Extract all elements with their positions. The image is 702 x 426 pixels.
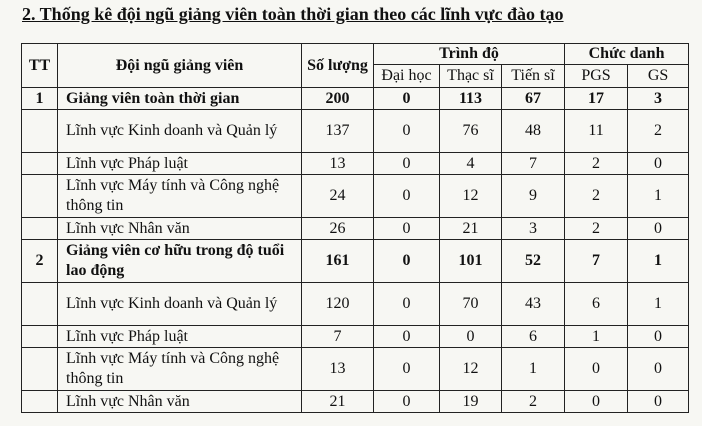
table-row xyxy=(22,175,689,218)
header-so-luong: Số lượng xyxy=(302,44,374,88)
cell-tt xyxy=(22,348,58,391)
header-chuc-danh: Chức danh xyxy=(565,44,689,65)
cell-gs: 1 xyxy=(628,240,689,283)
cell-gs: 0 xyxy=(628,348,689,391)
header-trinh-do: Trình độ xyxy=(374,44,565,65)
cell-dai-hoc: 0 xyxy=(374,240,440,283)
header-pgs: PGS xyxy=(565,65,628,88)
cell-thac-si: 0 xyxy=(440,326,502,348)
header-dai-hoc: Đại học xyxy=(374,65,440,88)
header-thac-si: Thạc sĩ xyxy=(440,65,502,88)
cell-name: Giảng viên cơ hữu trong độ tuổi lao động xyxy=(58,240,302,283)
cell-so-luong: 200 xyxy=(302,88,374,110)
cell-dai-hoc: 0 xyxy=(374,153,440,175)
cell-thac-si: 4 xyxy=(440,153,502,175)
header-gs: GS xyxy=(628,65,689,88)
cell-pgs: 2 xyxy=(565,153,628,175)
cell-tt: 2 xyxy=(22,240,58,283)
cell-name: Lĩnh vực Pháp luật xyxy=(58,326,302,348)
cell-tt xyxy=(22,326,58,348)
cell-dai-hoc: 0 xyxy=(374,175,440,218)
header-tien-si: Tiến sĩ xyxy=(502,65,565,88)
cell-tien-si: 48 xyxy=(502,110,565,153)
cell-name: Giảng viên toàn thời gian xyxy=(58,88,302,110)
cell-pgs: 6 xyxy=(565,283,628,326)
cell-pgs: 7 xyxy=(565,240,628,283)
cell-pgs: 11 xyxy=(565,110,628,153)
cell-thac-si: 70 xyxy=(440,283,502,326)
cell-so-luong: 24 xyxy=(302,175,374,218)
cell-tien-si: 52 xyxy=(502,240,565,283)
cell-dai-hoc: 0 xyxy=(374,218,440,240)
cell-tien-si: 1 xyxy=(502,348,565,391)
faculty-statistics-table xyxy=(21,43,689,413)
table-row xyxy=(22,110,689,153)
cell-gs: 0 xyxy=(628,326,689,348)
cell-tien-si: 67 xyxy=(502,88,565,110)
cell-pgs: 0 xyxy=(565,391,628,413)
table-row xyxy=(22,218,689,240)
cell-gs: 0 xyxy=(628,153,689,175)
header-doi-ngu: Đội ngũ giảng viên xyxy=(58,44,302,88)
cell-pgs: 0 xyxy=(565,348,628,391)
cell-name: Lĩnh vực Pháp luật xyxy=(58,153,302,175)
cell-name: Lĩnh vực Kinh doanh và Quản lý xyxy=(58,110,302,153)
cell-tt: 1 xyxy=(22,88,58,110)
cell-thac-si: 12 xyxy=(440,175,502,218)
cell-dai-hoc: 0 xyxy=(374,348,440,391)
cell-so-luong: 120 xyxy=(302,283,374,326)
cell-pgs: 17 xyxy=(565,88,628,110)
cell-gs: 0 xyxy=(628,218,689,240)
cell-gs: 0 xyxy=(628,391,689,413)
cell-name: Lĩnh vực Máy tính và Công nghệ thông tin xyxy=(58,348,302,391)
cell-gs: 3 xyxy=(628,88,689,110)
cell-gs: 1 xyxy=(628,283,689,326)
cell-so-luong: 13 xyxy=(302,348,374,391)
cell-name: Lĩnh vực Nhân văn xyxy=(58,218,302,240)
cell-tt xyxy=(22,110,58,153)
cell-dai-hoc: 0 xyxy=(374,391,440,413)
cell-dai-hoc: 0 xyxy=(374,110,440,153)
cell-tt xyxy=(22,153,58,175)
cell-thac-si: 113 xyxy=(440,88,502,110)
cell-tien-si: 9 xyxy=(502,175,565,218)
table-row xyxy=(22,391,689,413)
cell-tien-si: 7 xyxy=(502,153,565,175)
cell-tien-si: 2 xyxy=(502,391,565,413)
cell-pgs: 2 xyxy=(565,218,628,240)
cell-tien-si: 43 xyxy=(502,283,565,326)
cell-so-luong: 161 xyxy=(302,240,374,283)
cell-tien-si: 3 xyxy=(502,218,565,240)
table-row xyxy=(22,283,689,326)
table-row-group-2 xyxy=(22,240,689,283)
cell-dai-hoc: 0 xyxy=(374,283,440,326)
header-row-top xyxy=(22,44,689,65)
cell-thac-si: 76 xyxy=(440,110,502,153)
cell-pgs: 2 xyxy=(565,175,628,218)
cell-gs: 1 xyxy=(628,175,689,218)
cell-so-luong: 26 xyxy=(302,218,374,240)
table-row xyxy=(22,153,689,175)
cell-thac-si: 21 xyxy=(440,218,502,240)
cell-tt xyxy=(22,218,58,240)
cell-thac-si: 12 xyxy=(440,348,502,391)
cell-so-luong: 13 xyxy=(302,153,374,175)
cell-name: Lĩnh vực Nhân văn xyxy=(58,391,302,413)
table-row xyxy=(22,326,689,348)
cell-thac-si: 19 xyxy=(440,391,502,413)
cell-tt xyxy=(22,175,58,218)
cell-thac-si: 101 xyxy=(440,240,502,283)
section-title: 2. Thống kê đội ngũ giảng viên toàn thời gian theo các lĩnh vực đào tạo xyxy=(22,4,564,24)
cell-so-luong: 7 xyxy=(302,326,374,348)
cell-so-luong: 21 xyxy=(302,391,374,413)
header-tt: TT xyxy=(22,44,58,88)
cell-tt xyxy=(22,391,58,413)
cell-dai-hoc: 0 xyxy=(374,326,440,348)
cell-gs: 2 xyxy=(628,110,689,153)
cell-so-luong: 137 xyxy=(302,110,374,153)
cell-name: Lĩnh vực Kinh doanh và Quản lý xyxy=(58,283,302,326)
cell-pgs: 1 xyxy=(565,326,628,348)
table-row-group-1 xyxy=(22,88,689,110)
cell-tien-si: 6 xyxy=(502,326,565,348)
cell-tt xyxy=(22,283,58,326)
cell-dai-hoc: 0 xyxy=(374,88,440,110)
table-row xyxy=(22,348,689,391)
cell-name: Lĩnh vực Máy tính và Công nghệ thông tin xyxy=(58,175,302,218)
